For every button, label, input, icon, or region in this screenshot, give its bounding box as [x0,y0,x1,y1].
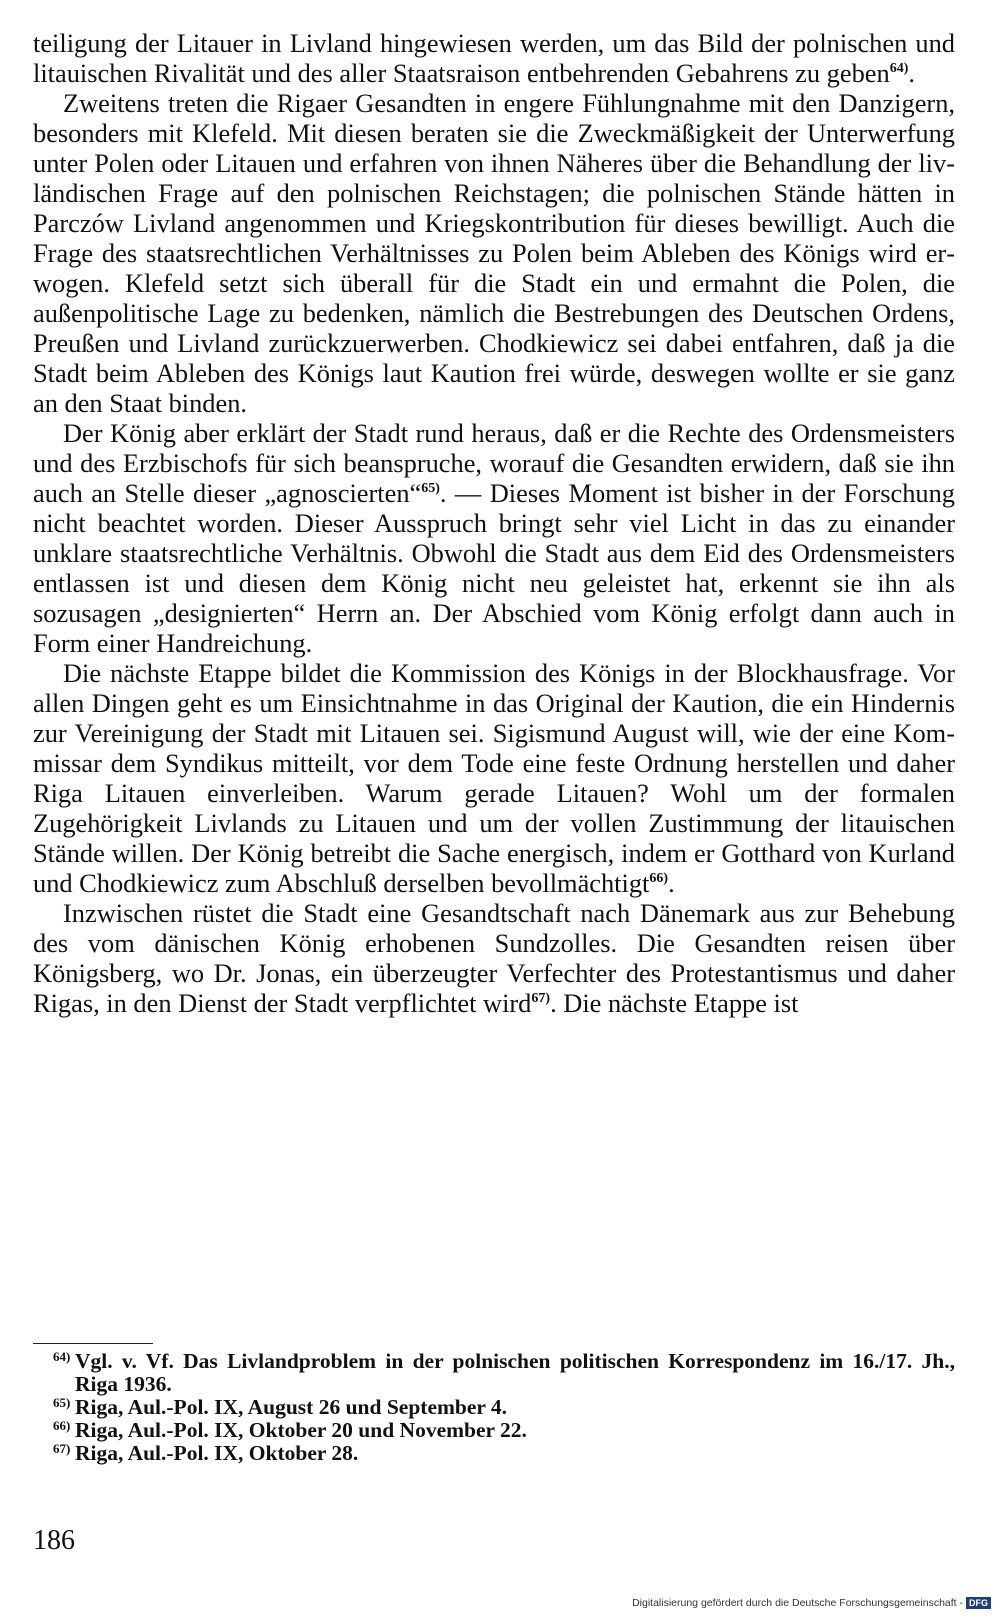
footnote-reference[interactable]: 66) [649,871,669,886]
paragraph-text: Zweitens treten die Rigaer Gesandten in engere Fühlungnahme mit den Danzigern, besonders mit Klefeld. Mit diesen beraten sie die Zweckmäßigkeit der Unterwerfung unter Polen oder Litauen und erfahren von ihnen Näheres über die Behandlung der livländischen Frage auf den polnischen Reichstagen; die polnischen Stände hätten in Parczów Livland angenommen und Kriegskontribution für dieses bewilligt. Auch die Frage des staatsrechtlichen Verhältnisses zu Polen beim Ableben des Königs wird erwogen. Klefeld setzt sich überall für die Stadt ein und ermahnt die Polen, die außenpolitische Lage zu bedenken, nämlich die Bestrebungen des Deutschen Ordens, Preußen und Livland zurückzuerwerben. Chodkiewicz sei dabei entfahren, daß ja die Stadt beim Ableben des Königs laut Kaution frei würde, deswegen wollte er sie ganz an den Staat binden. [33,88,955,418]
credit-text: Digitalisierung gefördert durch die Deutsche Forschungsgemeinschaft - [632,1597,963,1609]
paragraph-text: Die nächste Etappe bildet die Kommission des Königs in der Blockhausfrage. Vor allen Dingen geht es um Einsichtnahme in das Original der Kaution, die ein Hindernis zur Vereinigung der Stadt mit Litauen sei. Sigismund August will, wie der eine Kommissar dem Syndikus mitteilt, vor dem Tode eine feste Ordnung herstellen und daher Riga Litauen einverleiben. Warum gerade Litauen? Wohl um der formalen Zugehörigkeit Livlands zu Litauen und um der vollen Zustimmung der litauischen Stände willen. Der König betreibt die Sache energisch, indem er Gotthard von Kurland und Chodkiewicz zum Abschluß derselben bevollmächtigt [33,658,955,898]
page-number: 186 [33,1525,75,1556]
footnote-separator [33,1343,153,1344]
digitization-credit [632,1596,991,1610]
dfg-logo-icon: DFG [966,1597,991,1609]
paragraph [33,28,955,88]
paragraph-text: . Die nächste Etappe ist [550,988,799,1018]
footnote: 67) Riga, Aul.-Pol. IX, Oktober 28. [53,1441,359,1465]
paragraph-text: teiligung der Litauer in Livland hingewiesen werden, um das Bild der polnischen und litauischen Rivalität und des aller Staatsraison entbehrenden Gebahrens zu geben [33,28,955,88]
footnote-text: Riga, Aul.-Pol. IX, Oktober 28. [75,1441,359,1465]
footnote: 64) Vgl. v. Vf. Das Livlandproblem in der polnischen politischen Korrespondenz im 16./17. Jh., Riga 1936. [53,1349,955,1396]
footnote-reference[interactable]: 67) [531,991,551,1006]
footnote-text: Riga, Aul.-Pol. IX, August 26 und September 4. [75,1395,508,1419]
paragraph [33,88,955,418]
footnote-reference[interactable]: 65) [421,481,440,496]
paragraph [33,898,955,1018]
paragraph [33,658,955,898]
paragraph-text: Inzwischen rüstet die Stadt eine Gesandtschaft nach Dänemark aus zur Behebung des vom dänischen König erhobenen Sundzolles. Die Gesandten reisen über Königsberg, wo Dr. Jonas, ein überzeugter Verfechter des Protestantismus und daher Rigas, in den Dienst der Stadt verpflichtet wird [33,898,955,1018]
main-text [33,28,955,1018]
paragraph-text: . — Dieses Moment ist bisher in der Forschung nicht beachtet worden. Dieser Ausspruch bringt sehr viel Licht in das zu einander unklare staatsrechtliche Verhältnis. Obwohl die Stadt aus dem Eid des Ordensmeisters entlassen ist und diesen dem König nicht neu geleistet hat, erkennt sie ihn als sozusagen „designierten“ Herrn an. Der Abschied vom König erfolgt dann auch in Form einer Handreichung. [33,478,956,658]
footnote: 65) Riga, Aul.-Pol. IX, August 26 und September 4. [53,1395,508,1419]
footnote-text: Riga, Aul.-Pol. IX, Oktober 20 und November 22. [75,1418,527,1442]
footnote-text: Vgl. v. Vf. Das Livlandproblem in der polnischen politischen Korrespondenz im 16./17. Jh., Riga 1936. [75,1349,955,1396]
footnotes [33,1350,955,1465]
paragraph [33,418,955,658]
paragraph-text: . [908,58,915,88]
footnote-reference[interactable]: 64) [889,61,909,76]
footnote: 66) Riga, Aul.-Pol. IX, Oktober 20 und November 22. [53,1418,527,1442]
paragraph-text: . [668,868,675,898]
paragraph-text: Der König aber erklärt der Stadt rund heraus, daß er die Rechte des Ordensmeisters und des Erzbischofs für sich beanspruche, worauf die Gesandten erwidern, daß sie ihn auch an Stelle dieser „agnoscierten“ [33,418,955,508]
